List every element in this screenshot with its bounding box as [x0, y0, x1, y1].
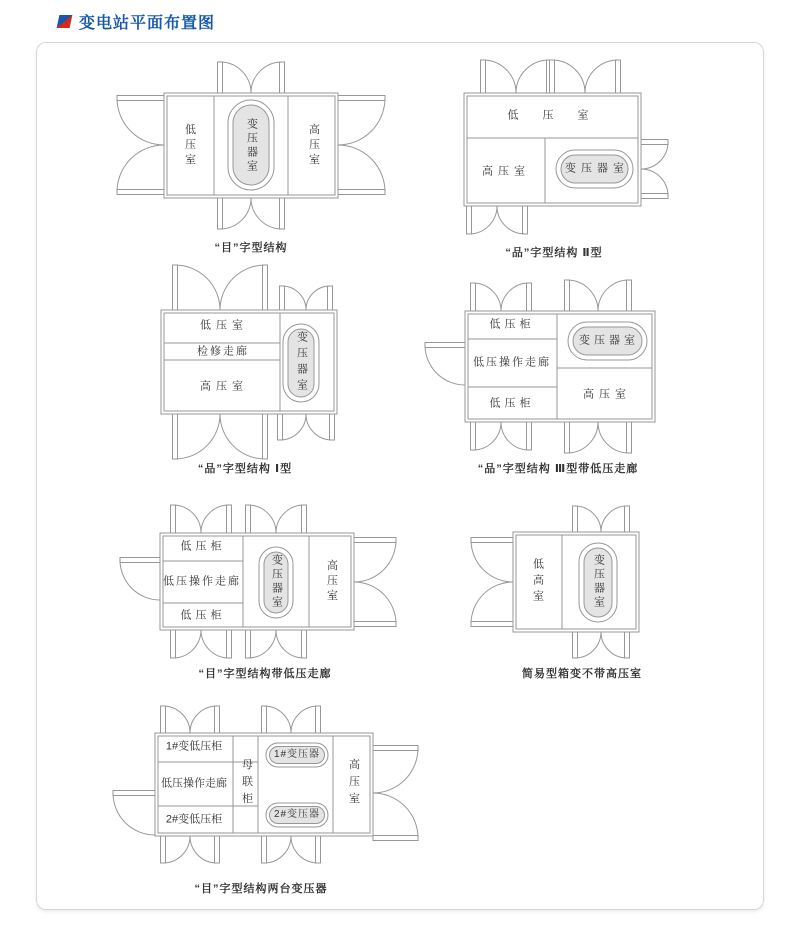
title-bullet-icon — [57, 15, 73, 28]
d6-low-high-room-label: 低高室 — [531, 558, 544, 606]
d7-transformer1-lv-cabinet-label: 1#变低压柜 — [165, 740, 223, 753]
d5-transformer-room-label: 变压器室 — [270, 554, 283, 610]
d7-high-voltage-room-label: 高压室 — [347, 758, 360, 810]
d2-caption: “品”字型结构 Ⅱ型 — [505, 247, 603, 259]
d3-service-corridor-label: 检修走廊 — [197, 345, 249, 358]
d6-transformer-room-label: 变压器室 — [592, 554, 605, 610]
d6-caption: 简易型箱变不带高压室 — [522, 668, 642, 680]
d1-high-voltage-room-label: 高压室 — [307, 123, 320, 169]
d7-bus-tie-cabinet-label: 母联柜 — [240, 758, 253, 810]
d4-lv-operation-corridor-label: 低压操作走廊 — [473, 356, 551, 369]
d2-low-voltage-room-label: 低压室 — [507, 109, 613, 122]
d3-low-voltage-room-label: 低压室 — [200, 319, 248, 332]
d7-transformer2-label: 2#变压器 — [273, 809, 321, 820]
d2-transformer-room-label: 变压器室 — [565, 162, 629, 175]
d7-caption: “目”字型结构两台变压器 — [194, 883, 328, 895]
d5-caption: “目”字型结构带低压走廊 — [198, 668, 332, 680]
d3-high-voltage-room-label: 高压室 — [200, 380, 248, 393]
d4-low-voltage-cabinet-bottom-label: 低压柜 — [489, 397, 535, 410]
d5-high-voltage-room-label: 高压室 — [325, 559, 338, 605]
d4-caption: “品”字型结构 Ⅲ型带低压走廊 — [477, 463, 639, 475]
d1-caption: “目”字型结构 — [214, 242, 288, 254]
page-title: 变电站平面布置图 — [79, 15, 216, 32]
d3-caption: “品”字型结构 Ⅰ型 — [197, 463, 293, 475]
d2-high-voltage-room-label: 高压室 — [482, 165, 530, 178]
d5-low-voltage-cabinet-bottom-label: 低压柜 — [180, 609, 226, 622]
d5-lv-operation-corridor-label: 低压操作走廊 — [163, 575, 241, 588]
d3-transformer-room-label: 变压器室 — [295, 331, 308, 395]
d7-transformer2-lv-cabinet-label: 2#变低压柜 — [165, 813, 223, 826]
d5-low-voltage-cabinet-top-label: 低压柜 — [180, 540, 226, 553]
d4-low-voltage-cabinet-top-label: 低压柜 — [489, 318, 535, 331]
d4-transformer-room-label: 变压器室 — [579, 334, 639, 347]
d7-lv-operation-corridor-label: 低压操作走廊 — [161, 777, 227, 790]
page-header — [58, 10, 215, 33]
d1-transformer-room-label: 变压器室 — [245, 118, 258, 174]
d4-high-voltage-room-label: 高压室 — [583, 388, 631, 401]
d1-low-voltage-room-label: 低压室 — [183, 123, 196, 169]
d7-transformer1-label: 1#变压器 — [273, 749, 321, 760]
